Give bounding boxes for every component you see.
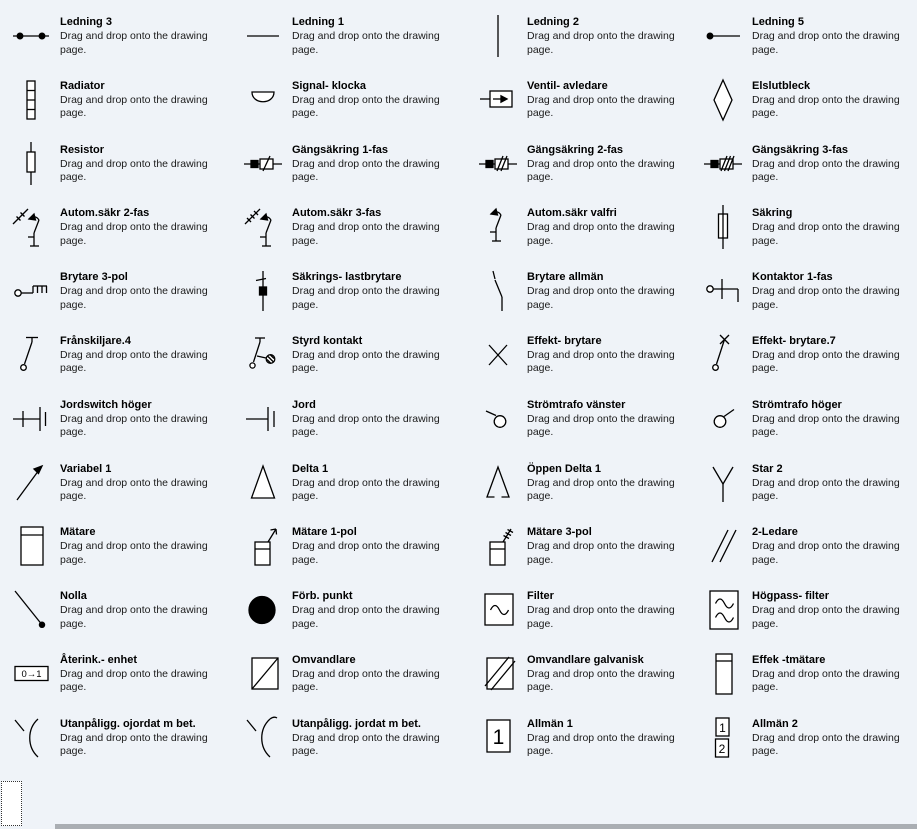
shape-drag-hint: Drag and drop onto the drawing page. [292,221,440,247]
effekt-brytare-7-icon [700,331,746,381]
shape-title: Styrd kontakt [292,334,363,347]
shape-drag-hint: Drag and drop onto the drawing page. [292,93,440,120]
shape-drag-hint: Drag and drop onto the drawing page. [292,348,440,375]
shape-title: Återink.- enhet [60,653,138,666]
shape-text [60,586,222,631]
brytare-allman-icon [475,267,521,317]
stencil-shape-jordswitch-hoger[interactable] [8,395,240,459]
shape-drag-hint: Drag and drop onto the drawing page. [752,476,900,503]
shape-title: Nolla [60,590,87,603]
shape-text [527,331,689,376]
shape-title: Säkring [752,207,793,220]
stencil-shape-resistor[interactable] [8,140,240,204]
shape-drag-hint: Drag and drop onto the drawing page. [752,157,900,184]
shape-title: Effekt- brytare [527,334,602,347]
shape-text [752,395,914,440]
shape-drag-hint: Drag and drop onto the drawing page. [292,30,440,56]
empty-stencil-slot [1,781,22,826]
shape-drag-hint: Drag and drop onto the drawing page. [752,93,900,120]
gangsakring-1fas-icon [240,140,286,190]
allman-1-icon [475,714,521,764]
stencil-shape-kontaktor-1fas[interactable] [700,267,917,331]
stencil-shape-forb-punkt[interactable] [240,586,475,650]
elslutbleck-icon [700,76,746,126]
shape-drag-hint: Drag and drop onto the drawing page. [60,221,208,247]
stencil-shape-stromtrafo-hoger[interactable] [700,395,917,459]
omvandlare-galvanisk-icon [475,650,521,700]
shape-text [292,586,454,631]
shape-drag-hint: Drag and drop onto the drawing page. [752,30,900,56]
shape-drag-hint: Drag and drop onto the drawing page. [527,412,675,439]
filter-icon [475,586,521,636]
shape-title: Gängsäkring 2-fas [527,143,623,156]
shape-drag-hint: Drag and drop onto the drawing page. [60,348,208,375]
shape-text [292,714,454,759]
shape-drag-hint: Drag and drop onto the drawing page. [60,540,208,566]
shape-text [60,459,222,504]
autom-sakr-2fas-icon [8,203,54,253]
shape-title: Elslutbleck [752,79,811,92]
stromtrafo-vanster-icon [475,395,521,445]
bottom-edge-divider [55,824,917,829]
shape-title: Utanpåligg. ojordat m bet. [60,717,196,730]
matare-1pol-icon [240,522,286,572]
shape-text [752,140,914,185]
shape-title: Autom.säkr 3-fas [292,207,382,220]
shape-title: Radiator [60,79,105,92]
shape-text [292,650,454,695]
shape-text [292,395,454,440]
shape-drag-hint: Drag and drop onto the drawing page. [527,285,675,311]
shape-drag-hint: Drag and drop onto the drawing page. [60,667,208,694]
shape-text [527,267,689,312]
shape-drag-hint: Drag and drop onto the drawing page. [527,157,675,184]
shape-title: Strömtrafo höger [752,398,842,411]
shape-title: Utanpåligg. jordat m bet. [292,717,421,730]
stencil-shape-matare-1pol[interactable] [240,522,475,586]
stencil-shape-omvandlare[interactable] [240,650,475,714]
shape-drag-hint: Drag and drop onto the drawing page. [60,30,208,56]
stencil-shape-omvandlare-galvanisk[interactable] [475,650,700,714]
shape-text [292,76,454,121]
shape-text [527,650,689,695]
stencil-shape-ledning-5[interactable] [700,12,917,76]
shape-title: Brytare 3-pol [60,271,128,284]
shape-drag-hint: Drag and drop onto the drawing page. [527,731,675,758]
shape-title: Kontaktor 1-fas [752,271,833,284]
stencil-shape-allman-2[interactable] [700,714,917,778]
shape-title: Ledning 5 [752,16,804,28]
shape-drag-hint: Drag and drop onto the drawing page. [60,731,208,758]
stencil-shape-star-2[interactable] [700,459,917,523]
shape-text [292,12,454,57]
stencil-shape-brytare-3pol[interactable] [8,267,240,331]
shape-drag-hint: Drag and drop onto the drawing page. [752,348,900,375]
shape-title: Säkrings- lastbrytare [292,271,402,284]
stencil-shape-delta-1[interactable] [240,459,475,523]
shape-text [292,267,454,312]
shape-text [60,203,222,248]
stromtrafo-hoger-icon [700,395,746,445]
shape-drag-hint: Drag and drop onto the drawing page. [752,667,900,694]
shape-text [752,267,914,312]
shape-drag-hint: Drag and drop onto the drawing page. [292,667,440,694]
shape-text [60,267,222,312]
shape-title: Mätare 3-pol [527,526,592,539]
shape-text [752,459,914,504]
shape-drag-hint: Drag and drop onto the drawing page. [60,476,208,503]
shape-text [752,203,914,248]
shape-title: Gängsäkring 3-fas [752,143,848,156]
shape-title: 2-Ledare [752,526,798,539]
shape-title: Mätare 1-pol [292,526,357,539]
shape-drag-hint: Drag and drop onto the drawing page. [60,604,208,630]
stencil-shape-autom-sakr-valfri[interactable] [475,203,700,267]
stencil-shape-ventil-avledare[interactable] [475,76,700,140]
ledning-5-icon [700,12,746,62]
2-ledare-icon [700,522,746,572]
stencil-shape-matare-3pol[interactable] [475,522,700,586]
stencil-shape-ledning-1[interactable] [240,12,475,76]
shape-text [527,459,689,504]
stencil-shape-elslutbleck[interactable] [700,76,917,140]
shape-text [292,459,454,504]
matare-icon [8,522,54,572]
shape-title: Resistor [60,143,105,156]
shape-drag-hint: Drag and drop onto the drawing page. [527,476,675,503]
stencil-shape-signal-klocka[interactable] [240,76,475,140]
shape-text [752,586,914,631]
shape-title: Delta 1 [292,462,329,475]
shape-title: Filter [527,590,554,603]
aterink-enhet-icon [8,650,54,700]
shape-title: Ventil- avledare [527,79,608,92]
shape-text [752,76,914,121]
shape-text [60,331,222,376]
sakrings-lastbrytare-icon [240,267,286,317]
sakring-icon [700,203,746,253]
shape-drag-hint: Drag and drop onto the drawing page. [292,731,440,758]
shape-text [527,714,689,759]
stencil-shape-variabel-1[interactable] [8,459,240,523]
svg-text:1: 1 [719,720,726,735]
stencil-shape-gangsakring-2fas[interactable] [475,140,700,204]
shape-text [527,140,689,185]
signal-klocka-icon [240,76,286,126]
hogpass-filter-icon [700,586,746,636]
shape-title: Ledning 1 [292,16,344,28]
shape-text [292,331,454,376]
omvandlare-icon [240,650,286,700]
stencil-shape-ledning-3[interactable] [8,12,240,76]
forb-punkt-icon [240,586,286,636]
shape-drag-hint: Drag and drop onto the drawing page. [527,348,675,375]
kontaktor-1fas-icon [700,267,746,317]
stencil-shape-filter[interactable] [475,586,700,650]
styrd-kontakt-icon [240,331,286,381]
shape-drag-hint: Drag and drop onto the drawing page. [292,540,440,566]
shape-drag-hint: Drag and drop onto the drawing page. [752,604,900,630]
shape-drag-hint: Drag and drop onto the drawing page. [60,412,208,439]
ventil-avledare-icon [475,76,521,126]
shape-text [527,12,689,57]
stencil-shape-effekt-brytare[interactable] [475,331,700,395]
svg-text:1: 1 [492,725,505,749]
shape-drag-hint: Drag and drop onto the drawing page. [752,540,900,566]
shape-text [527,395,689,440]
oppen-delta-1-icon [475,459,521,509]
shape-title: Förb. punkt [292,590,353,603]
shape-text [292,140,454,185]
shape-text [527,586,689,631]
shape-text [752,650,914,695]
utanpaligg-ojordat-icon [8,714,54,764]
stencil-shape-gangsakring-1fas[interactable] [240,140,475,204]
shape-title: Allmän 1 [527,717,573,730]
shape-drag-hint: Drag and drop onto the drawing page. [527,93,675,120]
stencil-shape-hogpass-filter[interactable] [700,586,917,650]
stencil-shape-radiator[interactable] [8,76,240,140]
stencil-shape-oppen-delta-1[interactable] [475,459,700,523]
stencil-shape-gangsakring-3fas[interactable] [700,140,917,204]
variabel-1-icon [8,459,54,509]
shape-drag-hint: Drag and drop onto the drawing page. [292,412,440,439]
stencil-shape-aterink-enhet[interactable] [8,650,240,714]
shape-drag-hint: Drag and drop onto the drawing page. [752,731,900,758]
star-2-icon [700,459,746,509]
stencil-shape-brytare-allman[interactable] [475,267,700,331]
utanpaligg-jordat-icon [240,714,286,764]
resistor-icon [8,140,54,190]
shape-title: Ledning 3 [60,16,112,28]
shape-text [60,12,222,57]
stencil-shape-matare[interactable] [8,522,240,586]
shape-title: Frånskiljare.4 [60,334,131,347]
stencil-shape-allman-1[interactable] [475,714,700,778]
allman-2-icon [700,714,746,764]
shape-text [752,714,914,759]
shape-drag-hint: Drag and drop onto the drawing page. [292,285,440,311]
shape-title: Gängsäkring 1-fas [292,143,388,156]
stencil-shape-autom-sakr-3fas[interactable] [240,203,475,267]
stencil-shape-nolla[interactable] [8,586,240,650]
effek-tmatare-icon [700,650,746,700]
shape-title: Öppen Delta 1 [527,462,601,475]
stencil-shape-sakring[interactable] [700,203,917,267]
shape-title: Ledning 2 [527,16,579,28]
shape-title: Autom.säkr valfri [527,207,617,220]
ledning-1-icon [240,12,286,62]
shape-text [60,650,222,695]
shape-drag-hint: Drag and drop onto the drawing page. [527,221,675,247]
shape-drag-hint: Drag and drop onto the drawing page. [292,604,440,630]
shape-text [527,203,689,248]
shape-drag-hint: Drag and drop onto the drawing page. [752,221,900,247]
franskiljare-4-icon [8,331,54,381]
jord-icon [240,395,286,445]
nolla-icon [8,586,54,636]
stencil-shape-styrd-kontakt[interactable] [240,331,475,395]
stencil-shape-effekt-brytare-7[interactable] [700,331,917,395]
shape-text [752,331,914,376]
radiator-icon [8,76,54,126]
stencil-shape-ledning-2[interactable] [475,12,700,76]
shape-text [60,76,222,121]
shape-drag-hint: Drag and drop onto the drawing page. [60,285,208,311]
shape-title: Signal- klocka [292,79,366,92]
shape-drag-hint: Drag and drop onto the drawing page. [527,30,675,56]
shape-title: Omvandlare [292,653,356,666]
shape-title: Högpass- filter [752,590,830,603]
stencil-shape-2-ledare[interactable] [700,522,917,586]
matare-3pol-icon [475,522,521,572]
stencil-shape-franskiljare-4[interactable] [8,331,240,395]
shape-drag-hint: Drag and drop onto the drawing page. [292,476,440,503]
brytare-3pol-icon [8,267,54,317]
gangsakring-2fas-icon [475,140,521,190]
gangsakring-3fas-icon [700,140,746,190]
shape-title: Variabel 1 [60,462,112,475]
ledning-3-icon [8,12,54,62]
shape-text [527,522,689,567]
shape-text [292,203,454,248]
stencil-shape-sakrings-lastbrytare[interactable] [240,267,475,331]
shape-text [752,522,914,567]
shape-drag-hint: Drag and drop onto the drawing page. [752,412,900,439]
stencil-shape-jord[interactable] [240,395,475,459]
effekt-brytare-icon [475,331,521,381]
shape-text [292,522,454,567]
shape-drag-hint: Drag and drop onto the drawing page. [527,604,675,630]
autom-sakr-3fas-icon [240,203,286,253]
shape-title: Mätare [60,526,96,539]
shape-drag-hint: Drag and drop onto the drawing page. [527,667,675,694]
stencil-shape-stromtrafo-vanster[interactable] [475,395,700,459]
shape-title: Autom.säkr 2-fas [60,207,150,220]
shape-text [60,395,222,440]
svg-text:2: 2 [718,741,726,756]
stencil-shape-effek-tmatare[interactable] [700,650,917,714]
shape-title: Star 2 [752,462,783,475]
autom-sakr-valfri-icon [475,203,521,253]
shape-drag-hint: Drag and drop onto the drawing page. [60,93,208,120]
shape-text [752,12,914,57]
shape-text [60,522,222,567]
ledning-2-icon [475,12,521,62]
shape-title: Effek -tmätare [752,653,826,666]
shape-text [60,140,222,185]
shape-drag-hint: Drag and drop onto the drawing page. [527,540,675,566]
shape-title: Allmän 2 [752,717,798,730]
delta-1-icon [240,459,286,509]
shape-title: Jordswitch höger [60,398,152,411]
stencil-shape-utanpaligg-ojordat[interactable] [8,714,240,778]
shape-title: Jord [292,398,316,411]
shape-title: Omvandlare galvanisk [527,653,644,666]
shape-drag-hint: Drag and drop onto the drawing page. [292,157,440,184]
shape-title: Brytare allmän [527,271,604,284]
shape-title: Strömtrafo vänster [527,398,626,411]
shape-drag-hint: Drag and drop onto the drawing page. [60,157,208,184]
shape-title: Effekt- brytare.7 [752,334,836,347]
shape-text [527,76,689,121]
shape-drag-hint: Drag and drop onto the drawing page. [752,285,900,311]
shape-text [60,714,222,759]
stencil-shape-autom-sakr-2fas[interactable] [8,203,240,267]
jordswitch-hoger-icon [8,395,54,445]
stencil-shape-utanpaligg-jordat[interactable] [240,714,475,778]
svg-text:0→1: 0→1 [21,668,42,680]
